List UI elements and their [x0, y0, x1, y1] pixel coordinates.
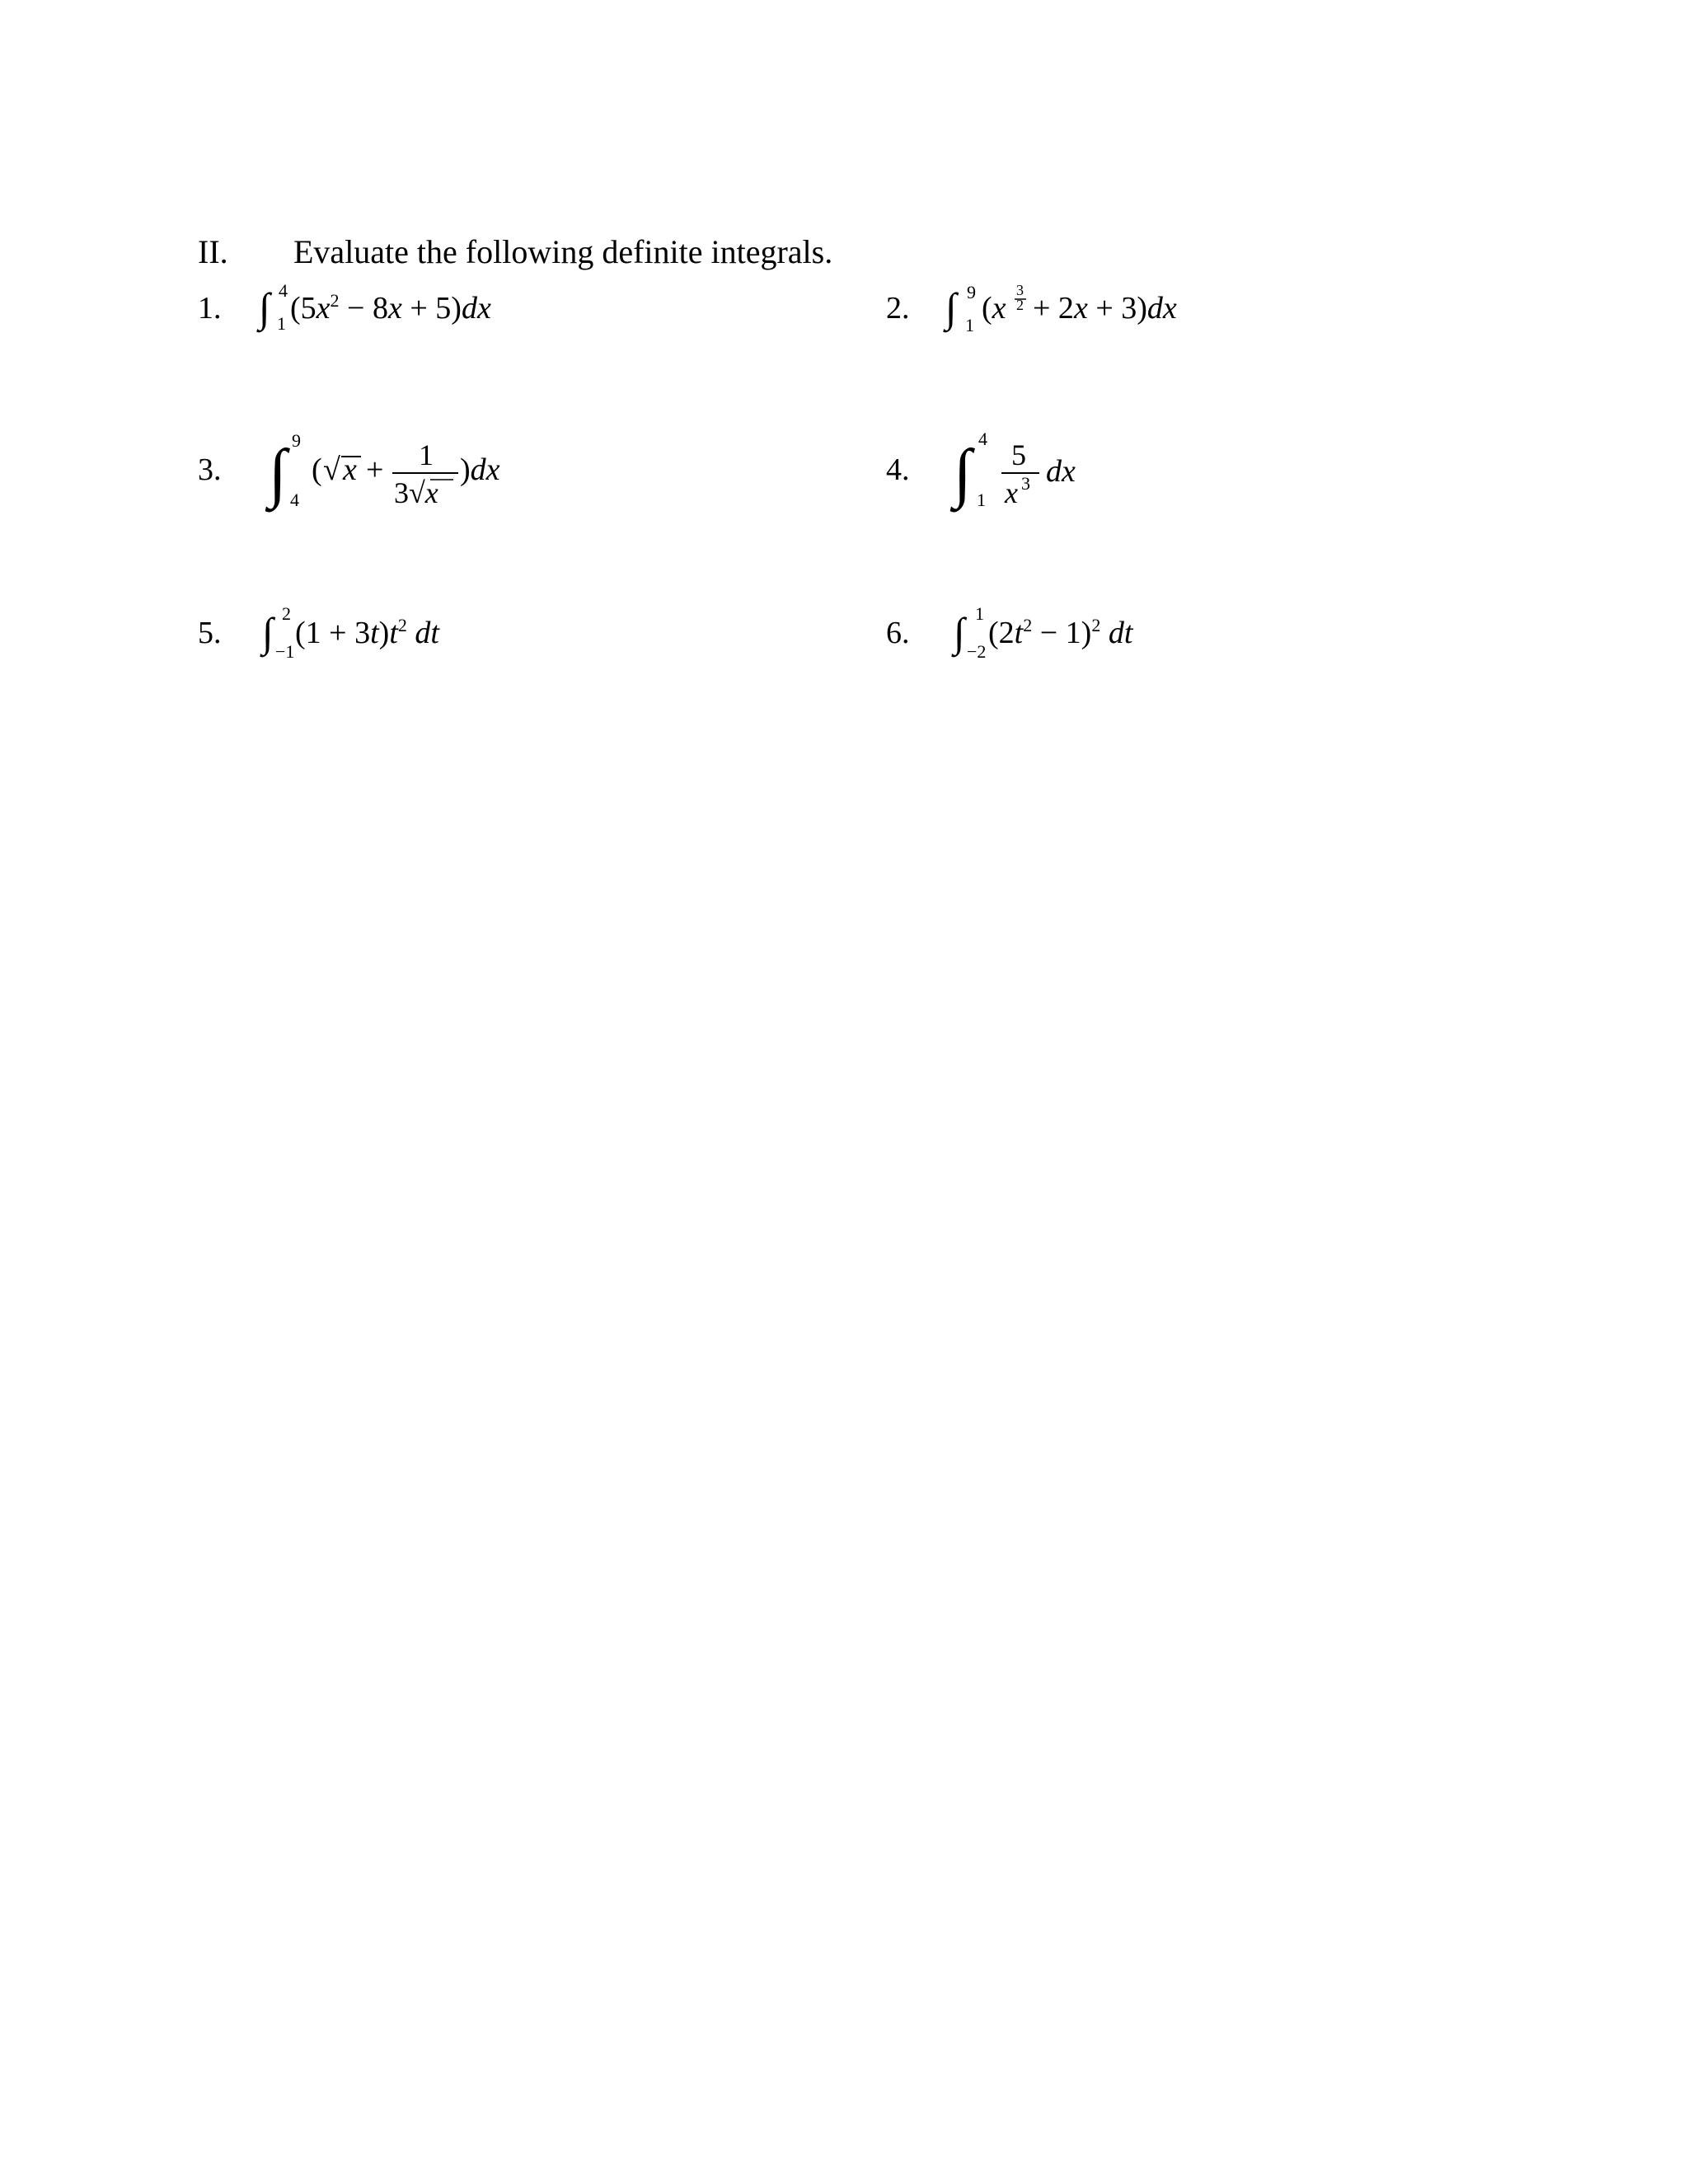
- problem-number: 4.: [886, 452, 910, 487]
- problem-number: 6.: [886, 616, 910, 650]
- close-and-differential: )dx: [460, 452, 500, 487]
- problem-1: [198, 280, 692, 348]
- integrand: $(1 + 3t)t^2$ dt: [295, 615, 439, 650]
- problem-number: 5.: [198, 616, 222, 650]
- plus-sign: +: [366, 452, 384, 487]
- problem-number: 3.: [198, 452, 222, 487]
- section-heading: [198, 232, 832, 272]
- integrand-rest: + 2x + 3)dx: [1033, 291, 1177, 326]
- upper-limit: 4: [279, 280, 288, 301]
- integral-expression: [247, 280, 709, 341]
- lower-limit: 1: [277, 313, 286, 334]
- lower-limit: 1: [965, 315, 974, 335]
- problem-6: [886, 603, 1348, 673]
- upper-limit: 4: [978, 429, 987, 449]
- upper-limit: 1: [975, 603, 984, 624]
- problem-number: 1.: [198, 291, 222, 326]
- integral-sign: ∫: [269, 437, 287, 509]
- fraction-denominator: x: [1005, 476, 1018, 509]
- upper-limit: 2: [282, 603, 291, 624]
- differential: dx: [1046, 454, 1076, 489]
- upper-limit: 9: [292, 430, 301, 451]
- integral-sign: ∫: [954, 437, 972, 509]
- integral-expression: [934, 284, 1461, 341]
- exponent-denominator: 2: [1016, 297, 1024, 313]
- lower-limit: 4: [290, 490, 299, 510]
- integral-expression: [944, 424, 1290, 514]
- fraction-denominator: 3√x: [394, 476, 438, 509]
- integrand: $(2t^2 - 1)^2$ dt: [988, 615, 1133, 650]
- integrand-open: (x: [982, 291, 1006, 326]
- integral-expression: [942, 603, 1354, 666]
- sqrt-sign: √: [323, 452, 340, 487]
- problem-4: [886, 429, 1298, 534]
- lower-limit: 1: [977, 490, 986, 510]
- integral-sign: ∫: [262, 609, 274, 655]
- problem-3: [198, 430, 709, 534]
- open-paren: (: [312, 452, 322, 487]
- integral-expression: [256, 424, 717, 514]
- section-instruction: Evaluate the following definite integrals.: [293, 233, 833, 270]
- radicand: x: [343, 452, 357, 487]
- problem-number: 2.: [886, 291, 910, 326]
- denominator-exponent: 3: [1021, 473, 1030, 494]
- problem-5: [198, 603, 659, 673]
- lower-limit: −1: [275, 641, 295, 662]
- integral-sign: ∫: [945, 284, 957, 330]
- integral-expression: [251, 603, 663, 666]
- integral-sign: ∫: [954, 609, 965, 655]
- fraction-numerator: 5: [1011, 438, 1026, 471]
- problem-2: [886, 282, 1463, 348]
- upper-limit: 9: [967, 282, 976, 302]
- fraction-numerator: 1: [419, 438, 434, 471]
- integrand: $(5x^2 - 8x + 5)dx$: [290, 290, 491, 326]
- integral-sign: ∫: [259, 284, 270, 330]
- lower-limit: −2: [967, 641, 987, 662]
- section-number: II.: [198, 233, 228, 270]
- exponent-numerator: 3: [1016, 282, 1024, 298]
